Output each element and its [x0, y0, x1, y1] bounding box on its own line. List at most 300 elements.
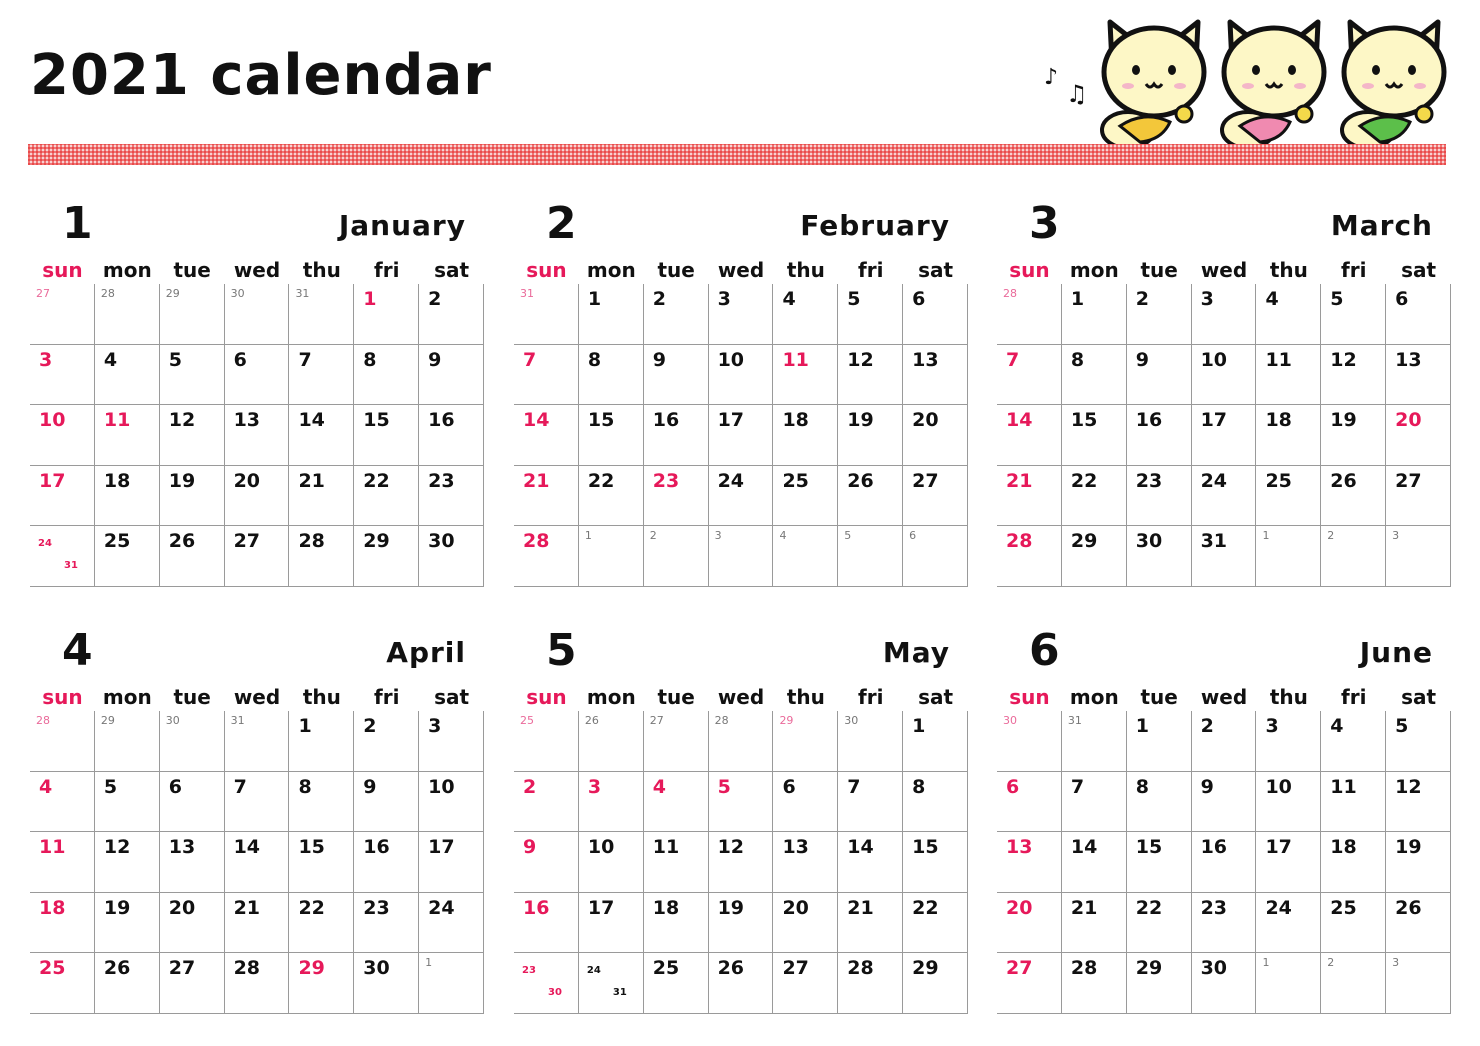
month-name: February	[800, 209, 950, 242]
day-number: 19	[1395, 836, 1422, 858]
day-cell-outside-month	[30, 711, 95, 772]
day-cell	[30, 832, 95, 893]
day-cell	[644, 953, 709, 1014]
day-cell	[95, 893, 160, 954]
day-number: 29	[1070, 530, 1098, 552]
day-number: 8	[298, 775, 312, 798]
weekday-label: wed	[717, 685, 765, 709]
day-cell	[1192, 772, 1257, 833]
day-number: 15	[587, 409, 615, 431]
day-number: 21	[233, 896, 261, 919]
day-number: 29	[165, 287, 180, 300]
week-row	[514, 466, 968, 527]
day-number: 19	[847, 409, 874, 431]
weekday-label: sun	[526, 685, 567, 709]
date-grid	[514, 711, 968, 1014]
day-cell	[903, 832, 968, 893]
day-cell-outside-month	[1386, 526, 1451, 587]
day-number: 3	[1200, 288, 1214, 310]
day-number: 29	[779, 714, 794, 727]
day-number: 1	[363, 288, 377, 310]
day-number: 29	[100, 714, 115, 727]
day-cell	[903, 345, 968, 406]
day-cell	[289, 526, 354, 587]
weekday-label: fri	[374, 685, 400, 709]
day-number: 30	[1200, 957, 1228, 979]
svg-text:♫: ♫	[1066, 80, 1088, 108]
day-cell	[838, 832, 903, 893]
day-cell	[160, 772, 225, 833]
day-number: 8	[1135, 775, 1149, 798]
month-name: March	[1330, 209, 1433, 242]
day-number: 3	[1392, 529, 1400, 542]
week-row	[514, 772, 968, 833]
day-number: 17	[717, 409, 745, 431]
day-cell	[1127, 772, 1192, 833]
day-cell	[1386, 832, 1451, 893]
day-cell	[160, 526, 225, 587]
day-number: 6	[782, 775, 796, 798]
month-number: 3	[1029, 198, 1060, 249]
week-row	[997, 832, 1451, 893]
day-cell	[1062, 526, 1127, 587]
day-number: 25	[652, 957, 680, 979]
day-number: 28	[233, 957, 261, 979]
day-cell	[419, 284, 484, 345]
day-number: 28	[1003, 287, 1017, 300]
weekday-label: mon	[102, 685, 152, 709]
day-cell	[419, 526, 484, 587]
day-cell	[514, 405, 579, 466]
day-number: 2	[1200, 715, 1214, 737]
day-cell-outside-month	[225, 711, 290, 772]
weekday-label: tue	[657, 685, 695, 709]
day-number: 18	[39, 896, 66, 919]
day-number: 6	[168, 775, 182, 798]
day-cell	[160, 893, 225, 954]
weekday-label: sun	[42, 685, 83, 709]
day-number: 3	[1392, 956, 1400, 969]
day-number: 20	[782, 896, 809, 919]
day-number: 26	[717, 957, 745, 979]
day-cell	[1062, 953, 1127, 1014]
day-cell-outside-month	[160, 711, 225, 772]
day-cell	[354, 526, 419, 587]
day-cell	[95, 772, 160, 833]
day-cell	[1062, 284, 1127, 345]
day-number: 9	[1135, 348, 1149, 371]
weekday-label: thu	[786, 258, 825, 282]
day-number: 18	[782, 409, 809, 431]
day-cell	[514, 772, 579, 833]
day-cell	[160, 466, 225, 527]
day-cell	[30, 405, 95, 466]
day-number: 9	[523, 836, 537, 858]
day-number: 30	[1003, 714, 1017, 727]
date-grid	[30, 711, 484, 1014]
day-number: 2	[1327, 956, 1335, 969]
day-cell	[997, 832, 1062, 893]
day-number: 28	[847, 957, 874, 979]
week-row	[30, 772, 484, 833]
day-number: 6	[912, 288, 926, 310]
week-row	[30, 711, 484, 772]
day-number: 8	[587, 348, 602, 371]
day-cell	[579, 772, 644, 833]
day-number: 7	[523, 348, 537, 371]
month-number: 6	[1029, 625, 1060, 676]
day-cell-outside-month	[1256, 953, 1321, 1014]
day-cell	[1127, 284, 1192, 345]
day-number: 10	[428, 775, 455, 798]
day-cell	[709, 466, 774, 527]
weekday-label: sun	[1009, 258, 1050, 282]
day-number: 8	[912, 775, 926, 798]
day-cell	[225, 405, 290, 466]
day-cell	[1386, 772, 1451, 833]
weekday-header	[514, 258, 968, 282]
weekday-label: tue	[1140, 258, 1178, 282]
day-number: 29	[912, 957, 939, 979]
day-number: 31	[1067, 714, 1082, 727]
weekday-header	[514, 685, 968, 709]
day-number: 26	[584, 714, 599, 727]
day-cell	[1127, 405, 1192, 466]
day-number: 30	[230, 287, 245, 300]
day-cell	[644, 405, 709, 466]
weekday-label: sat	[918, 685, 954, 709]
day-cell	[1321, 466, 1386, 527]
day-number: 6	[909, 529, 917, 542]
day-number: 5	[168, 348, 182, 371]
day-number: 15	[298, 836, 325, 858]
day-number: 23	[428, 469, 455, 492]
day-cell	[289, 893, 354, 954]
day-cell	[225, 345, 290, 406]
day-number: 11	[782, 348, 809, 371]
day-number: 21	[1006, 469, 1033, 492]
week-row	[514, 711, 968, 772]
day-cell-outside-month	[1321, 953, 1386, 1014]
day-cell-outside-month	[1256, 526, 1321, 587]
day-number: 9	[652, 348, 666, 371]
day-number: 14	[1006, 409, 1033, 431]
day-number: 25	[1330, 896, 1357, 919]
day-number: 5	[103, 775, 118, 798]
day-number: 24	[586, 965, 601, 976]
day-cell	[838, 953, 903, 1014]
day-number: 13	[782, 836, 809, 858]
day-number: 1	[912, 715, 926, 737]
day-cell-outside-month	[419, 953, 484, 1014]
day-cell-outside-month	[30, 284, 95, 345]
day-number: 7	[1070, 775, 1085, 798]
day-number: 9	[363, 775, 377, 798]
day-cell	[1321, 772, 1386, 833]
day-number: 14	[1070, 836, 1098, 858]
day-number: 26	[1395, 896, 1422, 919]
weekday-label: thu	[302, 685, 341, 709]
week-row	[514, 953, 968, 1014]
day-cell	[1127, 345, 1192, 406]
day-cell-outside-month	[95, 711, 160, 772]
day-cell-outside-month	[838, 526, 903, 587]
month-name: January	[338, 209, 466, 242]
day-cell	[1062, 466, 1127, 527]
week-row	[514, 893, 968, 954]
day-number: 11	[39, 836, 66, 858]
day-cell	[1192, 832, 1257, 893]
day-number: 9	[1200, 775, 1214, 798]
day-cell	[773, 345, 838, 406]
day-cell	[1256, 405, 1321, 466]
weekday-label: sat	[918, 258, 954, 282]
day-number: 3	[39, 348, 53, 371]
day-cell	[579, 284, 644, 345]
date-grid	[514, 284, 968, 587]
day-cell	[225, 953, 290, 1014]
day-cell	[709, 345, 774, 406]
day-cell	[773, 953, 838, 1014]
weekday-label: fri	[1341, 685, 1367, 709]
day-cell	[579, 953, 644, 1014]
day-number: 31	[295, 287, 310, 300]
day-number: 15	[1070, 409, 1098, 431]
weekday-label: mon	[586, 685, 636, 709]
day-number: 11	[652, 836, 680, 858]
day-number: 24	[38, 538, 52, 549]
day-cell	[579, 893, 644, 954]
day-number: 29	[298, 957, 325, 979]
day-cell	[903, 711, 968, 772]
day-cell	[1192, 526, 1257, 587]
day-cell	[838, 284, 903, 345]
day-cell	[1386, 711, 1451, 772]
day-cell	[1321, 345, 1386, 406]
day-cell	[773, 466, 838, 527]
weekday-label: thu	[1269, 258, 1308, 282]
day-cell-outside-month	[997, 711, 1062, 772]
day-number: 28	[714, 714, 729, 727]
day-number: 1	[298, 715, 312, 737]
day-cell	[1127, 832, 1192, 893]
weekday-label: sun	[526, 258, 567, 282]
day-number: 16	[523, 896, 550, 919]
day-number: 23	[363, 896, 390, 919]
day-number: 20	[1006, 896, 1033, 919]
day-number: 11	[1330, 775, 1357, 798]
day-number: 28	[100, 287, 115, 300]
day-cell	[354, 772, 419, 833]
day-cell	[1062, 405, 1127, 466]
month-name: June	[1359, 636, 1433, 669]
day-number: 4	[103, 348, 118, 371]
week-row	[514, 345, 968, 406]
day-number: 20	[168, 896, 196, 919]
day-cell	[1192, 893, 1257, 954]
week-row	[514, 405, 968, 466]
day-number: 24	[1265, 896, 1292, 919]
weekday-label: sun	[1009, 685, 1050, 709]
weekday-label: sun	[42, 258, 83, 282]
day-cell	[95, 345, 160, 406]
day-number: 24	[717, 469, 745, 492]
day-number: 17	[428, 836, 455, 858]
day-cell	[354, 953, 419, 1014]
day-cell	[225, 466, 290, 527]
day-cell	[1062, 345, 1127, 406]
day-cell	[997, 345, 1062, 406]
day-number: 11	[103, 409, 131, 431]
month-number: 5	[546, 625, 577, 676]
day-number: 12	[103, 836, 131, 858]
day-number: 14	[233, 836, 261, 858]
day-cell	[1256, 832, 1321, 893]
day-number: 7	[847, 775, 861, 798]
day-cell	[354, 832, 419, 893]
week-row	[997, 893, 1451, 954]
day-cell	[838, 772, 903, 833]
day-cell	[997, 526, 1062, 587]
weekday-label: mon	[1069, 685, 1119, 709]
day-number: 6	[233, 348, 247, 371]
day-cell	[644, 772, 709, 833]
day-cell	[1386, 284, 1451, 345]
day-cell	[1127, 711, 1192, 772]
day-number: 4	[1330, 715, 1344, 737]
day-number: 1	[1262, 956, 1270, 969]
day-number: 19	[1330, 409, 1357, 431]
week-row	[997, 345, 1451, 406]
day-cell	[419, 466, 484, 527]
week-row	[514, 832, 968, 893]
day-number-secondary: 30	[548, 987, 562, 998]
day-cell	[354, 284, 419, 345]
day-cell	[709, 405, 774, 466]
day-number: 23	[522, 965, 536, 976]
day-cell	[838, 345, 903, 406]
weekday-label: mon	[102, 258, 152, 282]
day-cell	[773, 893, 838, 954]
day-cell	[1321, 711, 1386, 772]
day-cell	[160, 832, 225, 893]
day-cell	[1321, 832, 1386, 893]
day-number: 13	[1006, 836, 1033, 858]
day-cell	[160, 953, 225, 1014]
day-number: 4	[652, 775, 666, 798]
day-cell	[514, 345, 579, 406]
day-cell	[419, 345, 484, 406]
day-cell	[225, 893, 290, 954]
day-number: 20	[233, 469, 261, 492]
weekday-label: thu	[302, 258, 341, 282]
day-cell	[1321, 284, 1386, 345]
day-number: 30	[165, 714, 180, 727]
day-cell	[514, 953, 579, 1014]
day-number: 28	[1070, 957, 1098, 979]
weekday-label: wed	[233, 258, 281, 282]
day-cell-outside-month	[514, 711, 579, 772]
day-cell	[1256, 893, 1321, 954]
gingham-divider	[28, 144, 1446, 165]
day-cell	[160, 345, 225, 406]
day-cell-outside-month	[709, 711, 774, 772]
day-cell	[838, 405, 903, 466]
week-row	[30, 466, 484, 527]
month-name: May	[882, 636, 950, 669]
day-cell	[225, 772, 290, 833]
day-cell	[1321, 893, 1386, 954]
day-cell	[1062, 772, 1127, 833]
day-cell	[1062, 832, 1127, 893]
day-number: 18	[1330, 836, 1357, 858]
day-cell-outside-month	[838, 711, 903, 772]
weekday-label: tue	[1140, 685, 1178, 709]
day-cell	[419, 405, 484, 466]
day-number: 15	[1135, 836, 1163, 858]
day-cell	[289, 832, 354, 893]
day-number: 12	[1395, 775, 1422, 798]
month-name: April	[386, 636, 466, 669]
day-cell	[354, 466, 419, 527]
day-cell	[1192, 284, 1257, 345]
day-number: 14	[298, 409, 325, 431]
day-number: 13	[168, 836, 196, 858]
day-cell	[838, 466, 903, 527]
day-cell	[514, 526, 579, 587]
day-number: 5	[844, 529, 852, 542]
day-cell-outside-month	[773, 526, 838, 587]
day-number: 27	[1395, 469, 1422, 492]
day-number: 14	[523, 409, 550, 431]
week-row	[997, 711, 1451, 772]
day-cell	[773, 284, 838, 345]
day-number: 16	[652, 409, 680, 431]
day-number: 27	[233, 530, 261, 552]
day-cell	[644, 893, 709, 954]
day-cell-outside-month	[579, 711, 644, 772]
day-number: 31	[1200, 530, 1228, 552]
day-cell	[354, 711, 419, 772]
day-number: 21	[298, 469, 325, 492]
weekday-label: fri	[858, 258, 884, 282]
day-cell	[1127, 893, 1192, 954]
day-number: 22	[363, 469, 390, 492]
day-cell	[579, 405, 644, 466]
day-cell	[903, 405, 968, 466]
day-cell	[709, 953, 774, 1014]
weekday-label: thu	[786, 685, 825, 709]
day-cell	[579, 345, 644, 406]
day-cell-outside-month	[514, 284, 579, 345]
day-number: 18	[1265, 409, 1292, 431]
day-number: 5	[1395, 715, 1409, 737]
day-cell	[773, 772, 838, 833]
day-cell	[514, 832, 579, 893]
day-number: 3	[1265, 715, 1279, 737]
day-number-secondary: 31	[612, 987, 627, 998]
day-number: 25	[782, 469, 809, 492]
day-cell	[903, 772, 968, 833]
day-cell	[354, 345, 419, 406]
day-cell	[1386, 466, 1451, 527]
day-number: 30	[844, 714, 859, 727]
weekday-label: wed	[717, 258, 765, 282]
weekday-header	[997, 685, 1451, 709]
day-cell	[419, 832, 484, 893]
week-row	[30, 526, 484, 587]
day-cell	[838, 893, 903, 954]
